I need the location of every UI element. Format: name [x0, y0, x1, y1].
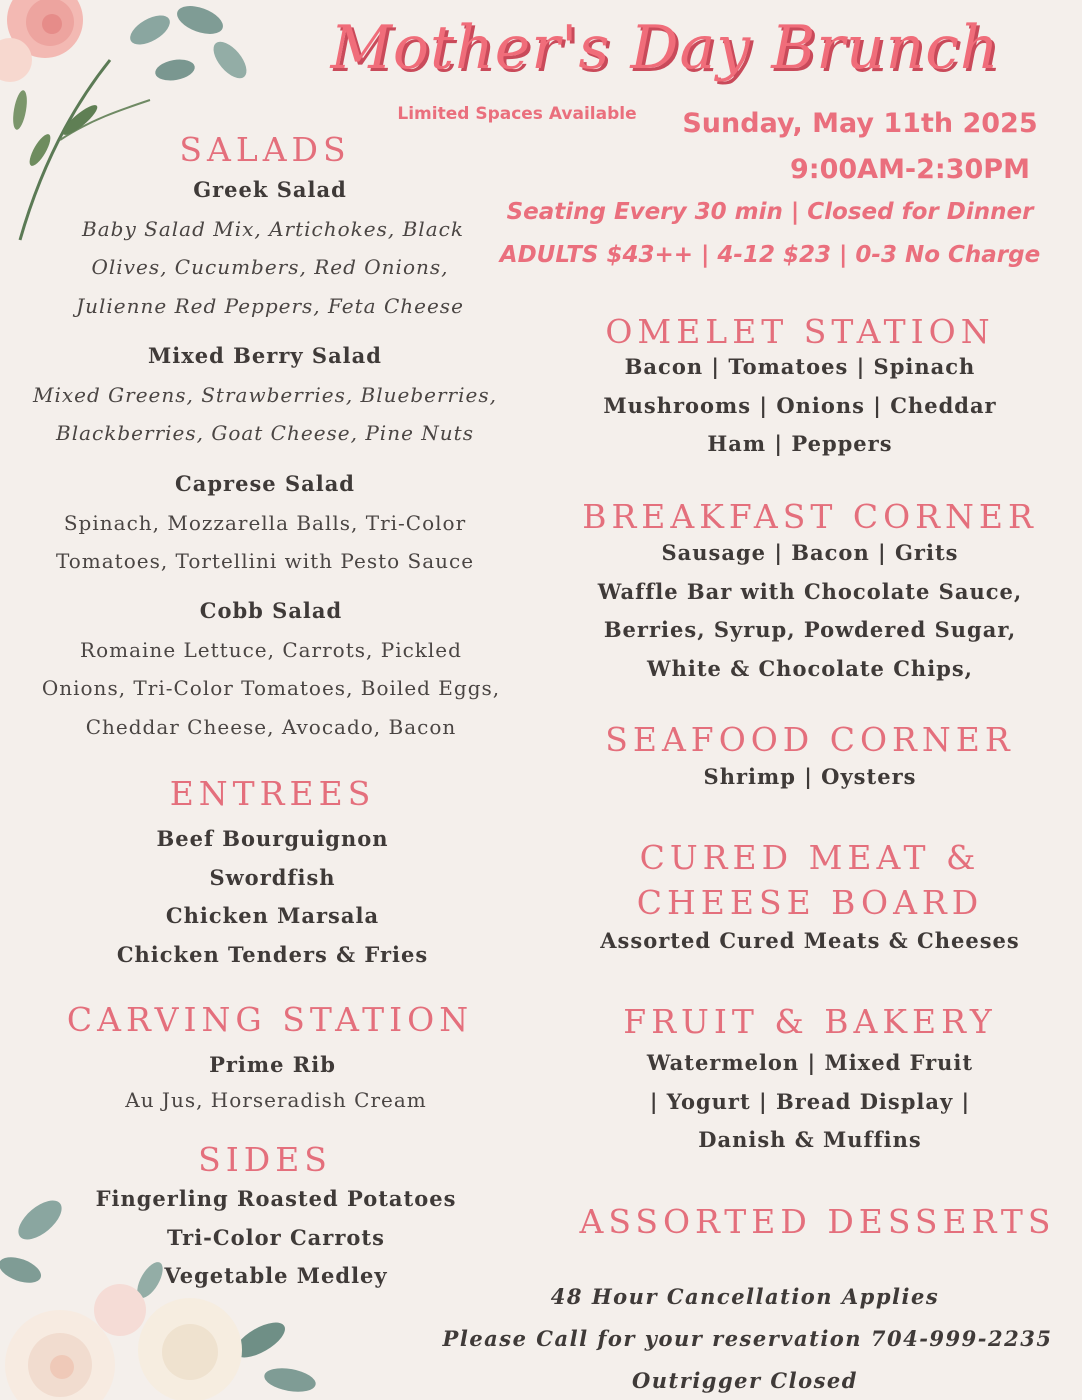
greek-salad-desc-line: Julienne Red Peppers, Feta Cheese: [76, 293, 464, 318]
greek-salad-desc-line: Olives, Cucumbers, Red Onions,: [91, 255, 449, 279]
omelet-line: Ham | Peppers: [707, 431, 893, 456]
caprese-salad-desc-line: Spinach, Mozzarella Balls, Tri-Color: [63, 510, 467, 535]
entrees-heading: ENTREES: [169, 774, 376, 813]
berry-salad-section: [0, 337, 530, 453]
greek-salad-title: Greek Salad: [193, 177, 347, 202]
omelet-line: Mushrooms | Onions | Cheddar: [603, 392, 997, 418]
omelet-station-list: [560, 348, 1040, 464]
cured-meat-list: [560, 922, 1060, 961]
seafood-corner-list: [560, 758, 1060, 797]
limited-spaces-note: Limited Spaces Available: [397, 104, 637, 124]
cobb-salad-title: Cobb Salad: [199, 598, 343, 623]
page-title: Mother's Day Brunch: [330, 13, 1000, 83]
reservation-note: Please Call for your reservation 704-999-2235: [442, 1326, 1053, 1351]
event-date: Sunday, May 11th 2025: [682, 108, 1038, 139]
fruit-bakery-heading: FRUIT & BAKERY: [623, 1002, 997, 1041]
seafood-corner-heading: SEAFOOD CORNER: [605, 720, 1015, 759]
cobb-salad-desc-line: Onions, Tri-Color Tomatoes, Boiled Eggs,: [41, 676, 501, 700]
cobb-salad-section: [0, 592, 542, 746]
entree-item: Swordfish: [209, 864, 336, 890]
breakfast-corner-heading: BREAKFAST CORNER: [582, 497, 1038, 536]
breakfast-corner-list: [540, 534, 1080, 688]
cancellation-note: 48 Hour Cancellation Applies: [550, 1284, 940, 1309]
breakfast-line: White & Chocolate Chips,: [647, 655, 973, 681]
fruit-bakery-list: [560, 1044, 1060, 1160]
side-item: Tri-Color Carrots: [167, 1224, 385, 1250]
berry-salad-desc-line: Blackberries, Goat Cheese, Pine Nuts: [56, 421, 474, 445]
sides-heading: SIDES: [198, 1140, 332, 1179]
berry-salad-desc-line: Mixed Greens, Strawberries, Blueberries,: [33, 382, 497, 407]
caprese-salad-desc-line: Tomatoes, Tortellini with Pesto Sauce: [55, 549, 475, 573]
caprese-salad-title: Caprese Salad: [175, 471, 355, 496]
cobb-salad-desc-line: Romaine Lettuce, Carrots, Pickled: [80, 637, 462, 662]
sides-list: [0, 1180, 552, 1296]
entree-item: Beef Bourguignon: [156, 826, 389, 851]
entrees-list: [0, 820, 545, 974]
carving-station-section: [0, 1046, 545, 1085]
seafood-line: Shrimp | Oysters: [703, 764, 917, 789]
cheese-board-heading: CHEESE BOARD: [636, 883, 984, 922]
breakfast-line: Sausage | Bacon | Grits: [661, 540, 959, 565]
entree-item: Chicken Tenders & Fries: [116, 941, 429, 967]
breakfast-line: Berries, Syrup, Powdered Sugar,: [603, 617, 1017, 642]
fruit-line: | Yogurt | Bread Display |: [649, 1088, 971, 1114]
pricing-info: ADULTS $43++ | 4-12 $23 | 0-3 No Charge: [499, 242, 1041, 268]
greek-salad-desc-line: Baby Salad Mix, Artichokes, Black: [82, 216, 464, 241]
salads-section: [0, 171, 540, 325]
caprese-salad-section: [0, 465, 530, 581]
omelet-line: Bacon | Tomatoes | Spinach: [624, 354, 976, 379]
carving-station-heading: CARVING STATION: [66, 1000, 474, 1039]
carving-item-desc: Au Jus, Horseradish Cream: [125, 1088, 427, 1112]
seating-info: Seating Every 30 min | Closed for Dinner: [506, 199, 1034, 225]
salads-heading: SALADS: [179, 130, 351, 169]
berry-salad-title: Mixed Berry Salad: [148, 343, 382, 368]
cobb-salad-desc-line: Cheddar Cheese, Avocado, Bacon: [85, 714, 457, 739]
cured-meat-line: Assorted Cured Meats & Cheeses: [600, 928, 1020, 953]
side-item: Fingerling Roasted Potatoes: [95, 1186, 457, 1211]
carving-item: Prime Rib: [209, 1052, 336, 1077]
omelet-station-heading: OMELET STATION: [605, 312, 995, 351]
assorted-desserts-heading: ASSORTED DESSERTS: [579, 1202, 1056, 1241]
side-item: Vegetable Medley: [164, 1263, 388, 1288]
fruit-line: Watermelon | Mixed Fruit: [646, 1050, 974, 1075]
breakfast-line: Waffle Bar with Chocolate Sauce,: [597, 578, 1023, 604]
entree-item: Chicken Marsala: [165, 903, 380, 928]
event-time: 9:00AM-2:30PM: [790, 154, 1030, 185]
outrigger-closed-note: Outrigger Closed: [632, 1368, 858, 1393]
cured-meat-heading: CURED MEAT &: [639, 838, 981, 877]
fruit-line: Danish & Muffins: [698, 1127, 922, 1152]
